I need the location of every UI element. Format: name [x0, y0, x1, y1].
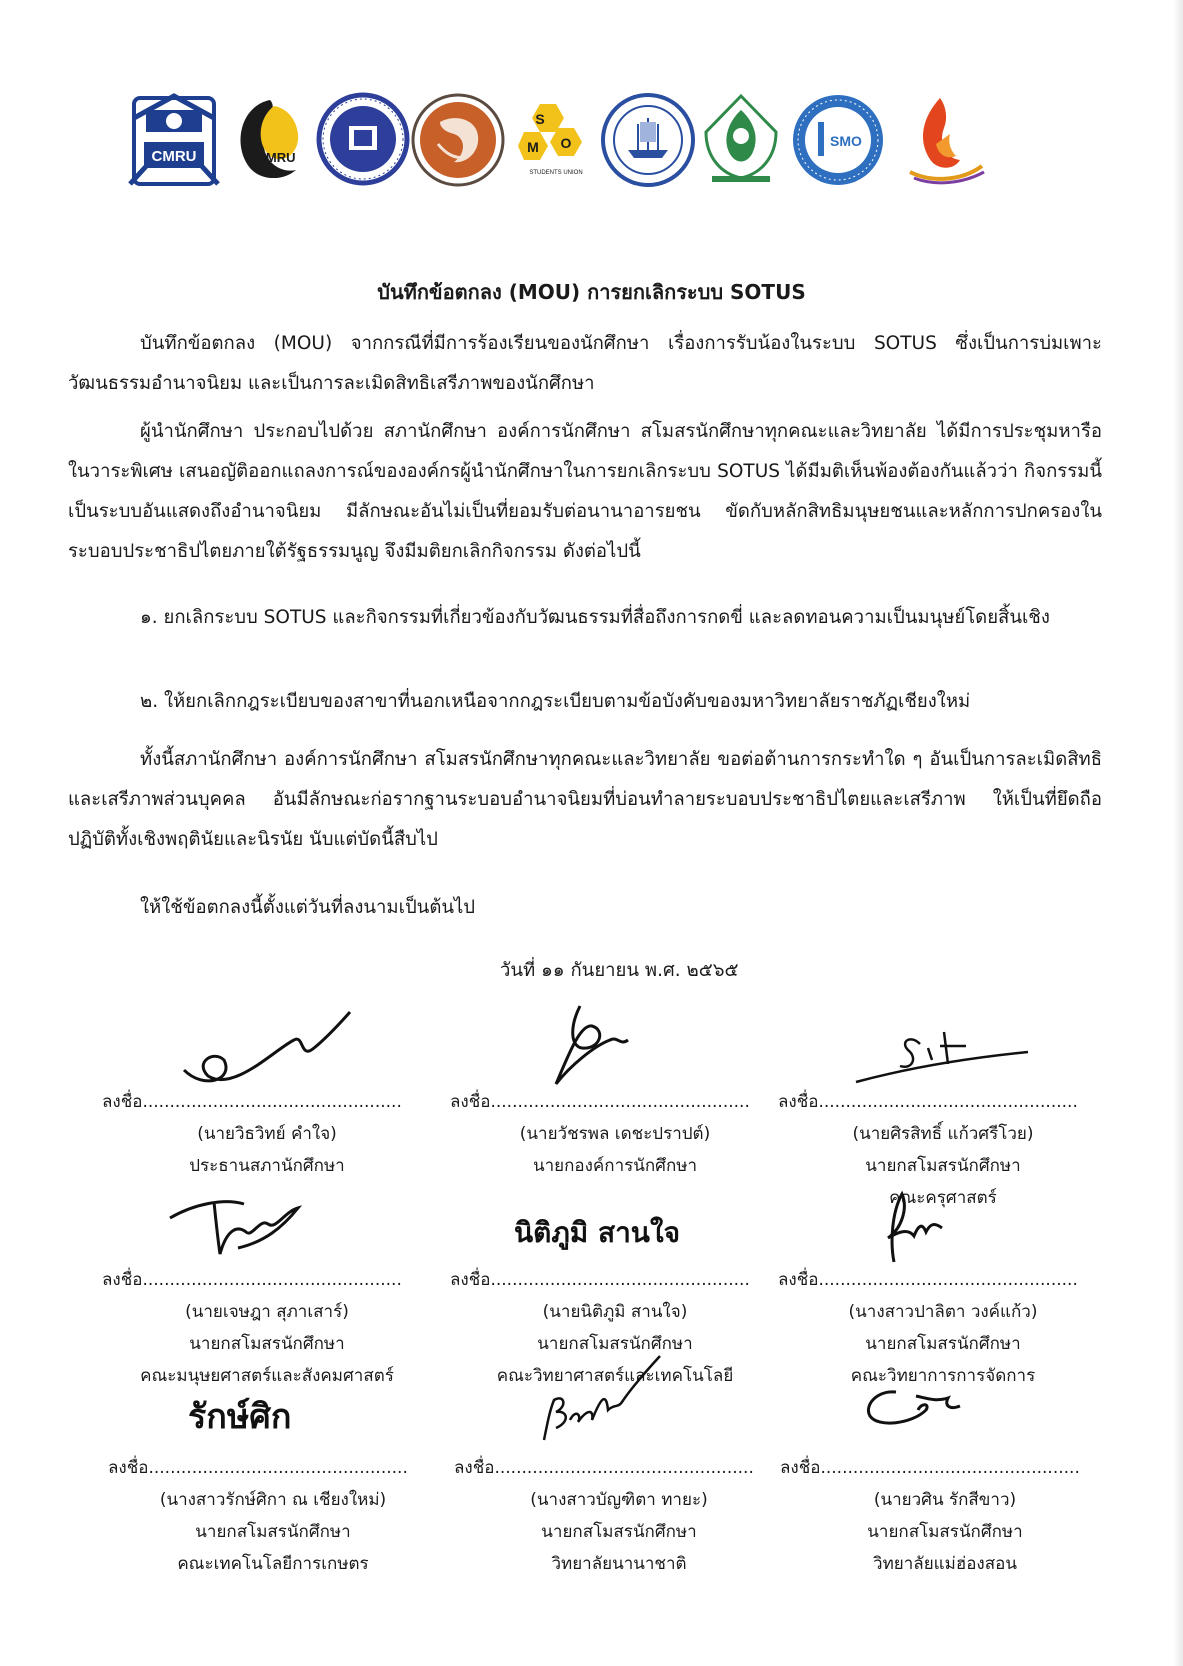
- item-2: ๒. ให้ยกเลิกกฎระเบียบของสาขาที่นอกเหนือจากกฎระเบียบตามข้อบังคับของมหาวิทยาลัยราชภัฏเชียงใหม่: [140, 691, 971, 712]
- signature-8: [534, 1350, 664, 1450]
- signatory-unit: วิทยาลัยแม่ฮ่องสอน: [873, 1554, 1017, 1574]
- ship-seal-logo: [600, 92, 696, 188]
- sign-line: ลงชื่อ................................................: [102, 1092, 402, 1112]
- faculty-blue-seal-logo: [316, 92, 410, 186]
- sign-line: ลงชื่อ................................................: [778, 1092, 1078, 1112]
- signatory-position: ประธานสภานักศึกษา: [189, 1156, 345, 1176]
- sign-line: ลงชื่อ................................................: [780, 1458, 1080, 1478]
- signatory-name: (นายนิติภูมิ สานใจ): [542, 1302, 688, 1322]
- smo-logo: [790, 92, 886, 188]
- logo-row: [126, 92, 1056, 204]
- svg-text:STUDENTS UNION: STUDENTS UNION: [529, 170, 583, 176]
- signatory-unit: คณะเทคโนโลยีการเกษตร: [177, 1554, 369, 1574]
- signature-block-8: [454, 1370, 784, 1574]
- item-1: ๑. ยกเลิกระบบ SOTUS และกิจกรรมที่เกี่ยวข้องกับวัฒนธรรมที่สื่อถึงการกดขี่ และลดทอนความเป็นมนุษย์โดยสิ้นเชิง: [140, 607, 1050, 628]
- signatory-name: (นายวัชรพล เดชะปราปต์): [519, 1124, 711, 1144]
- signatory-position: นายกสโมสรนักศึกษา: [865, 1334, 1021, 1354]
- signatory-position: นายกสโมสรนักศึกษา: [541, 1522, 697, 1542]
- svg-text:S: S: [535, 111, 545, 127]
- sign-line: ลงชื่อ................................................: [450, 1092, 750, 1112]
- signature-block-3: [778, 1000, 1108, 1208]
- signatory-unit: คณะวิทยาศาสตร์และเทคโนโลยี: [496, 1366, 734, 1386]
- signatory-unit: วิทยาลัยนานาชาติ: [551, 1554, 687, 1574]
- body-paragraph: ผู้นำนักศึกษา ประกอบไปด้วย สภานักศึกษา องค์การนักศึกษา สโมสรนักศึกษาทุกคณะและวิทยาลัย ได้มีการประชุมหารือในวาระพิเศษ เสนอญัติออกแถลงการณ์ขององค์กรผู้นำนักศึกษาในการยกเลิกระบบ SOTUS ได้มีมติเห็นพ้องต้องกันแล้วว่า กิจกรรมนี้เป็นระบบอันแสดงถึงอำนาจนิยม มีลักษณะอันไม่เป็นที่ยอมรับต่อนานาอารยชน ขัดกับหลักสิทธิมนุษยชนและหลักการปกครองในระบอบประชาธิปไตยภายใต้รัฐธรรมนูญ จึงมีมติยกเลิกกิจกรรม ดังต่อไปนี้: [68, 421, 1102, 562]
- signatory-position: นายกสโมสรนักศึกษา: [867, 1522, 1023, 1542]
- page-edge-shadow: [1173, 0, 1183, 1666]
- signing-date: วันที่ ๑๑ กันยายน พ.ศ. ๒๕๖๕: [500, 960, 739, 981]
- signatory-position: นายกสโมสรนักศึกษา: [537, 1334, 693, 1354]
- svg-text:CMRU: CMRU: [256, 150, 296, 165]
- signature-block-9: [780, 1370, 1110, 1574]
- signatory-name: (นายวิธวิทย์ คำใจ): [197, 1124, 337, 1144]
- svg-text:รักษ์ศิก: รักษ์ศิก: [188, 1397, 292, 1437]
- signatory-position: นายกสโมสรนักศึกษา: [195, 1522, 351, 1542]
- sign-line: ลงชื่อ................................................: [108, 1458, 408, 1478]
- svg-text:นิติภูมิ สานใจ: นิติภูมิ สานใจ: [514, 1216, 681, 1249]
- effective-clause: ให้ใช้ข้อตกลงนี้ตั้งแต่วันที่ลงนามเป็นต้นไป: [140, 897, 476, 918]
- green-emblem-logo: [698, 92, 784, 188]
- intro-paragraph: บันทึกข้อตกลง (MOU) จากกรณีที่มีการร้องเรียนของนักศึกษา เรื่องการรับน้องในระบบ SOTUS ซึ่งเป็นการบ่มเพาะวัฒนธรรมอำนาจนิยม และเป็นการละเมิดสิทธิเสรีภาพของนักศึกษา: [68, 333, 1102, 394]
- signature-block-6: [778, 1182, 1108, 1386]
- svg-text:O: O: [560, 135, 572, 151]
- signature-2: [540, 996, 650, 1096]
- flame-logo: [900, 92, 990, 188]
- signatory-name: (นางสาวปาลิตา วงค์แก้ว): [848, 1302, 1038, 1322]
- signatory-position: นายกสโมสรนักศึกษา: [189, 1334, 345, 1354]
- signature-6: [868, 1182, 958, 1272]
- signature-4: [164, 1168, 304, 1268]
- signature-5: [510, 1198, 690, 1258]
- svg-text:SMO: SMO: [830, 133, 862, 149]
- signatory-position: นายกสโมสรนักศึกษา: [865, 1156, 1021, 1176]
- signature-block-2: [450, 1000, 780, 1200]
- cmru-text: CMRU: [151, 148, 197, 165]
- sign-line: ลงชื่อ................................................: [450, 1270, 750, 1290]
- signatory-name: (นายศิรสิทธิ์ แก้วศรีโวย): [852, 1124, 1034, 1144]
- sign-line: ลงชื่อ................................................: [102, 1270, 402, 1290]
- signature-7: [184, 1370, 304, 1450]
- science-tech-logo: [518, 98, 594, 188]
- sign-line: ลงชื่อ................................................: [454, 1458, 754, 1478]
- cmru-logo: [126, 92, 222, 192]
- signatory-unit: คณะมนุษยศาสตร์และสังคมศาสตร์: [140, 1366, 394, 1386]
- sign-line: ลงชื่อ................................................: [778, 1270, 1078, 1290]
- signature-1: [174, 1000, 364, 1100]
- signatory-name: (นายเจษฎา สุภาเสาร์): [185, 1302, 349, 1322]
- signature-3: [848, 1024, 1038, 1094]
- signatory-name: (นายวศิน รักสีขาว): [873, 1490, 1017, 1510]
- signatory-unit: คณะครุศาสตร์: [889, 1188, 997, 1208]
- svg-text:M: M: [527, 139, 539, 155]
- signatory-position: นายกองค์การนักศึกษา: [532, 1156, 698, 1176]
- document-title: บันทึกข้อตกลง (MOU) การยกเลิกระบบ SOTUS: [377, 280, 806, 304]
- signature-block-7: [108, 1370, 438, 1574]
- orange-seal-logo: [410, 92, 506, 188]
- signature-9: [856, 1376, 966, 1436]
- signatory-name: (นางสาวบัญฑิตา ทายะ): [530, 1490, 708, 1510]
- signatory-name: (นางสาวรักษ์ศิกา ณ เชียงใหม่): [159, 1490, 387, 1510]
- signatory-unit: คณะวิทยาการการจัดการ: [850, 1366, 1036, 1386]
- closing-paragraph: ทั้งนี้สภานักศึกษา องค์การนักศึกษา สโมสรนักศึกษาทุกคณะและวิทยาลัย ขอต่อต้านการกระทำใด ๆ อันเป็นการละเมิดสิทธิและเสรีภาพส่วนบุคคล อันมีลักษณะก่อรากฐานระบอบอำนาจนิยมที่บ่อนทำลายระบอบประชาธิปไตยและเสรีภาพ ให้เป็นที่ยึดถือปฏิบัติทั้งเชิงพฤตินัยและนิรนัย นับแต่บัดนี้สืบไป: [68, 749, 1102, 850]
- student-council-logo: [230, 96, 308, 186]
- signature-block-4: [102, 1182, 432, 1386]
